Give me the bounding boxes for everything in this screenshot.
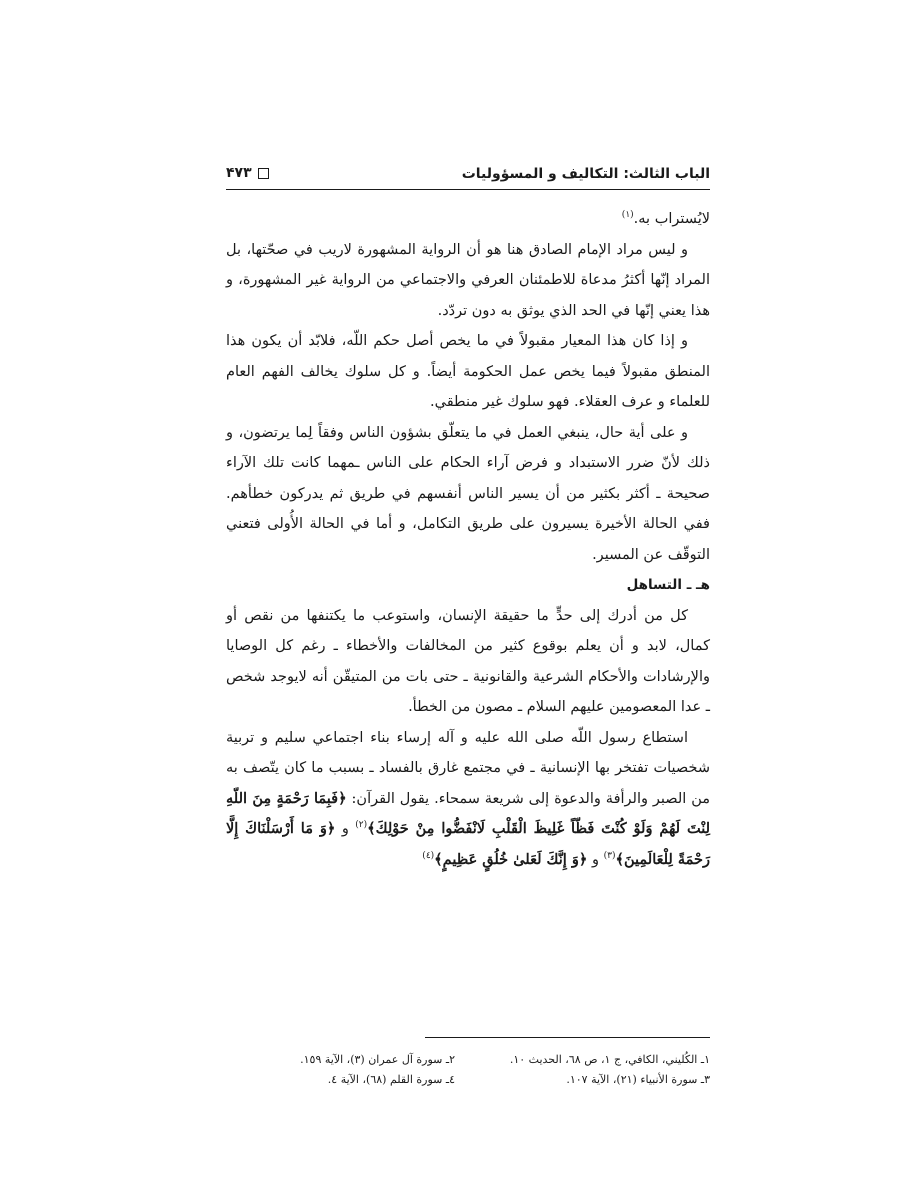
square-box-icon [258,168,269,179]
footnote-2: ٢ـ سورة آل عمران (٣)، الآية ١٥٩. [300,1053,455,1066]
footnote-1: ١ـ الكُليني، الكافي، ج ١، ص ٦٨، الحديث ١٠. [509,1053,710,1066]
running-header [226,160,710,190]
paragraph-1: لايُستراب به.$^{(١)}$ [621,210,710,227]
chapter-title: الباب الثالث: التكاليف و المسؤوليات [461,166,710,182]
footnote-ref-1: (١) [621,210,634,221]
footnote-divider [425,1037,710,1038]
footnotes [240,1050,710,1090]
footnote-ref-4: (٤) [422,850,435,861]
paragraph-3: و إذا كان هذا المعيار مقبولاً في ما يخص أصل حكم اللّه، فلابّد أن يكون هذا المنطق مقبولاً فيما يخص عمل الحكومة أيضاً. و كل سلوك يخالف الفهم العام للعلماء و عرف العقلاء. فهو سلوك غير منطقي. [226,333,710,410]
paragraph-2: و ليس مراد الإمام الصادق هنا هو أن الرواية المشهورة لاريب في صحّتها، بل المراد إنّها أكثرُ مدعاة للاطمئنان العرفي والاجتماعي من الرواية غير المشهورة، و هذا يعني إنّها في الحد الذي يوثق به دون تردّد. [226,241,710,319]
page-number: ۴٧٣ [226,165,252,181]
paragraph-5: كل من أدرك إلى حدٍّ ما حقيقة الإنسان، واستوعب ما يكتنفها من نقص أو كمال، لابد و أن يعلم بوقوع كثير من المخالفات والأخطاء ـ رغم كل الوصايا والإرشادات والأحكام الشرعية والقانونية ـ حتى بات من المتيقّن أنه لايوجد شخص ـ عدا المعصومين عليهم السلام ـ مصون من الخطأ. [226,607,710,715]
section-heading: هـ ـ التساهل [626,577,710,593]
page-number-block [226,165,269,181]
footnote-ref-2: (٢) [355,820,368,831]
paragraph-6: استطاع رسول اللّه صلى الله عليه و آله إرساء بناء اجتماعي سليم و تربية شخصيات تفتخر بها الإنسانية ـ في مجتمع غارق بالفساد ـ بسبب ما كان يتّصف به من الصبر والرأفة والدعوة إلى شريعة سمحاء. يقول القرآن: ﴿فَبِمَا رَحْمَةٍ مِنَ اللّهِ لِنْتَ لَهُمْ وَلَوْ كُنْتَ فَظّاً غَلِيظَ الْقَلْبِ لَانْفَضُّوا مِنْ حَوْلِكَ﴾$^{(٢)}$ و ﴿وَ مَا أَرْسَلْنَاكَ إِلَّا رَحْمَةً لِلْعَالَمِينَ﴾$^{(٣)}$ و ﴿وَ إِنَّكَ لَعَلىٰ خُلُقٍ عَظِيمٍ﴾$^{(٤)}$ [226,729,711,868]
quran-verse-3: ﴿وَ إِنَّكَ لَعَلىٰ خُلُقٍ عَظِيمٍ﴾ [434,850,588,868]
footnote-ref-3: (٣) [603,850,616,861]
footnote-4: ٤ـ سورة القلم (٦٨)، الآية ٤. [327,1073,455,1086]
footnote-3: ٣ـ سورة الأنبياء (٢١)، الآية ١٠٧. [566,1073,710,1086]
main-text [226,204,710,875]
header-divider [226,189,710,190]
paragraph-4: و على أية حال، ينبغي العمل في ما يتعلّق بشؤون الناس وفقاً لِما يرتضون، و ذلك لأنّ ضرر الاستبداد و فرض آراء الحكام على الناس ـمهما كانت تلك الآراء صحيحة ـ أكثر بكثير من أن يسير الناس أنفسهم في طريق ثم يدركون خطأهم. ففي الحالة الأخيرة يسيرون على طريق التكامل، و أما في الحالة الأُولى فتعني التوقّف عن المسير. [226,424,711,563]
quran-verse-2: ﴿وَ مَا أَرْسَلْنَاكَ إِلَّا رَحْمَةً لِلْعَالَمِينَ﴾ [226,820,710,868]
quran-verse-1: ﴿فَبِمَا رَحْمَةٍ مِنَ اللّهِ لِنْتَ لَهُمْ وَلَوْ كُنْتَ فَظّاً غَلِيظَ الْقَلْبِ لَانْفَضُّوا مِنْ حَوْلِكَ﴾ [226,789,711,837]
